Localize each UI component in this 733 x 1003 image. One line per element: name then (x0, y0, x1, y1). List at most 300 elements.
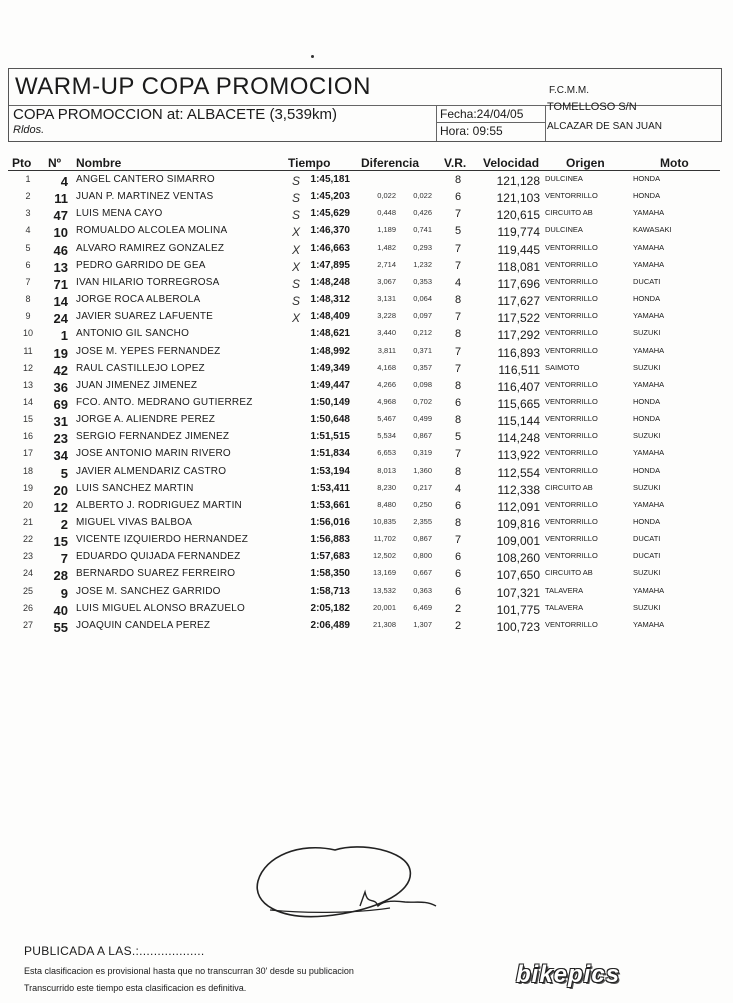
gap-leader: 2,714 (377, 259, 396, 269)
rider-name: ALVARO RAMIREZ GONZALEZ (76, 242, 225, 254)
gap-leader: 4,968 (377, 396, 396, 406)
bib-number: 24 (53, 311, 68, 327)
signature-image (240, 836, 440, 926)
rider-name: LUIS SANCHEZ MARTIN (76, 482, 194, 494)
gap-leader: 3,440 (377, 328, 396, 338)
bike-brand: DUCATI (633, 276, 661, 286)
table-row (0, 414, 733, 431)
bib-number: 71 (53, 276, 68, 292)
rider-name: RAUL CASTILLEJO LOPEZ (76, 362, 205, 374)
origin: CIRCUITO AB (545, 482, 593, 492)
bib-number: 47 (53, 208, 68, 224)
bike-brand: YAMAHA (633, 242, 665, 252)
col-header-origen: Origen (566, 156, 605, 170)
best-lap: 8 (454, 174, 462, 186)
handwritten-mark: X (292, 311, 301, 326)
origin: VENTORRILLO (545, 534, 598, 544)
origin: VENTORRILLO (545, 551, 598, 561)
gap-previous: 0,064 (413, 294, 432, 304)
speed: 109,001 (496, 534, 540, 549)
speed: 116,407 (497, 379, 540, 394)
bib-number: 4 (60, 174, 68, 189)
best-lap: 7 (454, 534, 462, 547)
rider-name: PEDRO GARRIDO DE GEA (76, 259, 206, 271)
speed: 113,922 (497, 448, 540, 463)
provisional-note: Esta clasificacion es provisional hasta que no transcurran 30' desde su publicacion (24, 966, 354, 976)
lap-time: 2:05,182 (310, 602, 350, 614)
bib-number: 2 (60, 517, 68, 532)
bike-brand: KAWASAKI (633, 225, 672, 235)
bike-brand: HONDA (633, 396, 661, 406)
gap-previous: 6,469 (413, 602, 432, 612)
bike-brand: SUZUKI (633, 482, 661, 492)
date-value: Fecha:24/04/05 (440, 107, 524, 121)
speed: 118,081 (497, 259, 540, 274)
origin: TALAVERA (545, 585, 584, 595)
handwritten-mark: S (292, 294, 301, 309)
speed: 112,554 (497, 465, 540, 480)
origin: VENTORRILLO (545, 431, 598, 441)
gap-previous: 0,357 (413, 362, 432, 372)
bike-brand: SUZUKI (633, 602, 661, 612)
gap-leader: 1,482 (377, 242, 396, 252)
rank: 13 (22, 379, 33, 390)
origin: VENTORRILLO (545, 396, 598, 406)
speed: 119,445 (497, 242, 540, 257)
rider-name: BERNARDO SUAREZ FERREIRO (76, 568, 236, 580)
bike-brand: YAMAHA (633, 619, 665, 629)
best-lap: 6 (454, 585, 462, 598)
best-lap: 4 (454, 276, 462, 289)
rank: 16 (22, 431, 33, 442)
table-row (0, 277, 733, 294)
gap-previous: 0,319 (413, 448, 432, 458)
rider-name: SERGIO FERNANDEZ JIMENEZ (76, 431, 230, 443)
gap-previous: 0,097 (413, 311, 432, 321)
best-lap: 8 (454, 294, 462, 307)
col-header-diferencia: Diferencia (361, 156, 420, 170)
lap-time: 1:45,629 (310, 208, 350, 220)
bike-brand: HONDA (633, 294, 661, 304)
table-row (0, 586, 733, 603)
bike-brand: HONDA (633, 517, 661, 526)
speed: 116,893 (497, 345, 540, 360)
date-box (436, 105, 546, 141)
rider-name: JAVIER ALMENDARIZ CASTRO (76, 465, 227, 477)
table-row (0, 448, 733, 465)
rank: 7 (25, 276, 31, 287)
rank: 21 (22, 517, 33, 527)
bib-number: 12 (53, 499, 68, 515)
best-lap: 7 (454, 345, 462, 358)
bib-number: 5 (60, 465, 68, 481)
rider-name: ANGEL CANTERO SIMARRO (76, 174, 215, 185)
best-lap: 4 (454, 482, 462, 495)
gap-leader: 0,022 (377, 191, 396, 201)
best-lap: 6 (454, 499, 462, 512)
gap-leader: 5,534 (377, 431, 396, 441)
speed: 119,774 (497, 225, 540, 240)
rider-name: ALBERTO J. RODRIGUEZ MARTIN (76, 499, 242, 511)
speed: 100,723 (496, 619, 540, 634)
riders-label: Rldos. (13, 124, 45, 136)
best-lap: 5 (454, 225, 462, 238)
lap-time: 1:50,648 (310, 414, 350, 426)
best-lap: 8 (454, 517, 462, 529)
gap-leader: 4,168 (377, 362, 396, 372)
table-row (0, 551, 733, 568)
lap-time: 1:47,895 (310, 259, 350, 271)
lap-time: 1:49,349 (310, 362, 350, 374)
gap-leader: 10,835 (373, 517, 396, 526)
gap-previous: 0,499 (413, 414, 432, 424)
origin: VENTORRILLO (545, 242, 598, 252)
lap-time: 1:57,683 (310, 551, 350, 563)
rank: 9 (25, 311, 31, 322)
bike-brand: HONDA (633, 174, 661, 183)
origin: VENTORRILLO (545, 619, 598, 629)
best-lap: 7 (454, 259, 462, 272)
rank: 25 (22, 585, 33, 596)
bib-number: 15 (53, 534, 68, 550)
rider-name: FCO. ANTO. MEDRANO GUTIERREZ (76, 396, 253, 408)
gap-leader: 3,067 (377, 276, 396, 286)
bib-number: 31 (53, 414, 68, 430)
handwritten-mark: S (292, 208, 301, 223)
origin: DULCINEA (545, 174, 583, 183)
handwritten-mark: S (292, 174, 301, 188)
rider-name: JOAQUIN CANDELA PEREZ (76, 619, 211, 631)
lap-time: 1:48,621 (310, 328, 350, 340)
bib-number: 42 (53, 362, 68, 378)
best-lap: 7 (454, 311, 462, 324)
table-row (0, 517, 733, 534)
best-lap: 8 (454, 414, 462, 427)
rank: 24 (22, 568, 33, 579)
bike-brand: YAMAHA (633, 499, 665, 509)
speed: 117,696 (497, 276, 540, 291)
rank: 6 (25, 259, 31, 270)
speed: 115,144 (497, 414, 540, 429)
origin: TALAVERA (545, 602, 584, 612)
rank: 22 (22, 534, 33, 545)
bib-number: 19 (53, 345, 68, 361)
bib-number: 40 (53, 602, 68, 618)
best-lap: 6 (454, 396, 462, 409)
lap-time: 1:45,203 (310, 191, 350, 203)
rider-name: LUIS MENA CAYO (76, 208, 163, 220)
event-subtitle: COPA PROMOCCION at: ALBACETE (3,539km) (13, 106, 337, 123)
bib-number: 34 (53, 448, 68, 464)
col-header-pto: Pto (12, 156, 32, 170)
bib-number: 36 (53, 379, 68, 395)
table-row (0, 208, 733, 225)
col-header-velocidad: Velocidad (483, 156, 540, 170)
gap-previous: 0,217 (413, 482, 432, 492)
table-row (0, 534, 733, 551)
rider-name: JOSE M. YEPES FERNANDEZ (76, 345, 221, 357)
bike-brand: SUZUKI (633, 431, 661, 441)
gap-previous: 0,098 (413, 379, 432, 389)
lap-time: 1:56,016 (310, 517, 350, 528)
bike-brand: YAMAHA (633, 379, 665, 389)
best-lap: 6 (454, 191, 462, 204)
bib-number: 10 (53, 225, 68, 241)
table-row (0, 431, 733, 448)
speed: 108,260 (496, 551, 540, 566)
table-row (0, 260, 733, 277)
lap-time: 1:50,149 (310, 396, 350, 408)
rider-name: ANTONIO GIL SANCHO (76, 328, 190, 340)
bib-number: 13 (53, 259, 68, 275)
time-value: Hora: 09:55 (440, 124, 503, 138)
handwritten-mark: X (292, 225, 301, 240)
bib-number: 1 (60, 328, 68, 344)
rank: 8 (25, 294, 31, 305)
gap-previous: 0,741 (413, 225, 432, 235)
gap-previous: 0,353 (413, 276, 432, 286)
table-row (0, 294, 733, 311)
gap-leader: 13,532 (373, 585, 396, 595)
gap-leader: 6,653 (377, 448, 396, 458)
best-lap: 8 (454, 465, 462, 478)
origin: VENTORRILLO (545, 414, 598, 424)
gap-previous: 0,867 (413, 431, 432, 441)
published-at: PUBLICADA A LAS.:.................. (24, 944, 205, 958)
table-row (0, 380, 733, 397)
lap-time: 1:46,663 (310, 242, 350, 254)
gap-leader: 3,131 (377, 294, 396, 304)
origin: VENTORRILLO (545, 294, 598, 304)
rider-name: IVAN HILARIO TORREGROSA (76, 276, 220, 288)
bib-number: 46 (53, 242, 68, 258)
rider-name: EDUARDO QUIJADA FERNANDEZ (76, 551, 241, 563)
best-lap: 8 (454, 379, 462, 392)
rider-name: ROMUALDO ALCOLEA MOLINA (76, 225, 228, 237)
location-line-1: TOMELLOSO S/N (547, 101, 637, 113)
rider-name: JORGE A. ALIENDRE PEREZ (76, 414, 216, 426)
best-lap: 8 (454, 328, 462, 341)
bib-number: 14 (53, 294, 68, 310)
bike-brand: DUCATI (633, 551, 661, 561)
origin: VENTORRILLO (545, 259, 598, 269)
rider-name: JUAN JIMENEZ JIMENEZ (76, 379, 198, 391)
table-row (0, 346, 733, 363)
table-row (0, 174, 733, 191)
lap-time: 1:48,409 (310, 311, 350, 323)
federation-label: F.C.M.M. (549, 85, 589, 96)
gap-leader: 8,480 (377, 499, 396, 509)
gap-leader: 0,448 (377, 208, 396, 218)
gap-previous: 1,232 (413, 259, 432, 269)
bike-brand: HONDA (633, 465, 661, 475)
lap-time: 1:48,248 (310, 276, 350, 288)
watermark-logo: bikepics (516, 961, 621, 988)
gap-previous: 1,307 (413, 619, 432, 629)
table-row (0, 568, 733, 585)
rank: 15 (22, 414, 33, 425)
rank: 18 (22, 465, 33, 476)
origin: CIRCUITO AB (545, 208, 593, 218)
best-lap: 7 (454, 242, 462, 255)
best-lap: 7 (454, 448, 462, 461)
rank: 11 (23, 345, 33, 356)
bib-number: 11 (54, 191, 68, 207)
lap-time: 1:58,713 (310, 585, 350, 597)
gap-previous: 2,355 (413, 517, 432, 526)
lap-time: 1:51,515 (310, 431, 350, 443)
gap-leader: 5,467 (377, 414, 396, 424)
header-rule (8, 170, 720, 171)
origin: VENTORRILLO (545, 379, 598, 389)
col-header-nombre: Nombre (76, 156, 122, 170)
speed: 117,522 (497, 311, 540, 326)
lap-time: 1:53,661 (310, 499, 350, 511)
gap-previous: 0,867 (413, 534, 432, 544)
bike-brand: YAMAHA (633, 208, 665, 218)
lap-time: 1:53,194 (310, 465, 350, 477)
rank: 2 (25, 191, 31, 202)
gap-leader: 3,228 (377, 311, 396, 321)
lap-time: 2:06,489 (310, 619, 350, 631)
bib-number: 7 (60, 551, 68, 567)
gap-leader: 11,702 (373, 534, 396, 544)
speed: 101,775 (496, 602, 540, 617)
lap-time: 1:46,370 (310, 225, 350, 237)
bike-brand: DUCATI (633, 534, 661, 544)
table-row (0, 603, 733, 620)
best-lap: 7 (454, 208, 462, 221)
origin: VENTORRILLO (545, 517, 598, 526)
origin: VENTORRILLO (545, 499, 598, 509)
gap-leader: 4,266 (377, 379, 396, 389)
rider-name: JOSE M. SANCHEZ GARRIDO (76, 585, 221, 597)
rider-name: MIGUEL VIVAS BALBOA (76, 517, 193, 528)
best-lap: 2 (454, 619, 462, 632)
best-lap: 5 (454, 431, 462, 444)
bike-brand: YAMAHA (633, 311, 665, 321)
rank: 4 (25, 225, 31, 236)
rank: 14 (22, 396, 33, 407)
bike-brand: SUZUKI (633, 362, 661, 372)
rider-name: LUIS MIGUEL ALONSO BRAZUELO (76, 602, 245, 614)
table-row (0, 500, 733, 517)
lap-time: 1:48,312 (310, 294, 350, 306)
speed: 107,650 (496, 568, 540, 583)
gap-leader: 1,189 (377, 225, 396, 235)
speed: 109,816 (496, 517, 540, 531)
page-title: WARM-UP COPA PROMOCION (15, 73, 371, 100)
table-row (0, 466, 733, 483)
rank: 3 (25, 208, 31, 219)
col-header-tiempo: Tiempo (288, 156, 331, 170)
gap-leader: 3,811 (377, 345, 396, 355)
handwritten-mark: S (292, 191, 301, 206)
gap-previous: 0,667 (413, 568, 432, 578)
bike-brand: YAMAHA (633, 448, 665, 458)
gap-previous: 0,426 (413, 208, 432, 218)
gap-leader: 8,013 (377, 465, 396, 475)
rank: 5 (25, 242, 31, 253)
table-row (0, 311, 733, 328)
best-lap: 6 (454, 551, 462, 564)
bib-number: 23 (53, 431, 68, 447)
origin: VENTORRILLO (545, 328, 598, 338)
speed: 120,615 (496, 208, 540, 223)
rider-name: VICENTE IZQUIERDO HERNANDEZ (76, 534, 249, 546)
origin: VENTORRILLO (545, 191, 598, 201)
speed: 121,103 (496, 191, 540, 206)
gap-leader: 20,001 (373, 602, 396, 612)
speed: 116,511 (498, 362, 540, 377)
gap-previous: 1,360 (413, 465, 432, 475)
table-row (0, 328, 733, 345)
ink-dot (311, 55, 314, 58)
table-row (0, 225, 733, 242)
rank: 10 (22, 328, 33, 339)
gap-previous: 0,022 (413, 191, 432, 201)
date-divider (437, 122, 545, 123)
rank: 12 (22, 362, 33, 373)
rank: 19 (22, 482, 33, 493)
gap-previous: 0,702 (413, 396, 432, 406)
lap-time: 1:49,447 (310, 379, 350, 391)
origin: DULCINEA (545, 225, 583, 235)
rank: 26 (22, 602, 33, 613)
lap-time: 1:45,181 (310, 174, 350, 185)
table-row (0, 243, 733, 260)
speed: 115,665 (497, 396, 540, 411)
rider-name: JAVIER SUAREZ LAFUENTE (76, 311, 214, 323)
rank: 23 (22, 551, 33, 562)
bike-brand: HONDA (633, 191, 661, 201)
bike-brand: HONDA (633, 414, 661, 424)
gap-leader: 21,308 (373, 619, 396, 629)
origin: CIRCUITO AB (545, 568, 593, 578)
gap-leader: 13,169 (373, 568, 396, 578)
lap-time: 1:53,411 (311, 482, 350, 494)
bib-number: 28 (53, 568, 68, 584)
speed: 112,338 (497, 482, 540, 497)
gap-previous: 0,293 (413, 242, 432, 252)
lap-time: 1:58,350 (310, 568, 350, 580)
origin: VENTORRILLO (545, 465, 598, 475)
rank: 17 (22, 448, 33, 459)
handwritten-mark: X (292, 259, 301, 274)
origin: VENTORRILLO (545, 345, 598, 355)
bib-number: 20 (53, 482, 68, 498)
best-lap: 7 (454, 362, 462, 375)
gap-previous: 0,800 (413, 551, 432, 561)
table-row (0, 397, 733, 414)
bike-brand: YAMAHA (633, 585, 665, 595)
lap-time: 1:56,883 (310, 534, 350, 546)
speed: 107,321 (496, 585, 540, 600)
table-row (0, 620, 733, 637)
gap-previous: 0,363 (413, 585, 432, 595)
gap-leader: 8,230 (377, 482, 396, 492)
gap-previous: 0,250 (413, 499, 432, 509)
best-lap: 2 (454, 602, 462, 615)
gap-previous: 0,371 (413, 345, 432, 355)
table-row (0, 483, 733, 500)
handwritten-mark: X (292, 242, 301, 257)
table-row (0, 363, 733, 380)
table-row (0, 191, 733, 208)
col-header-num: Nº (48, 156, 62, 170)
speed: 114,248 (497, 431, 540, 446)
bib-number: 69 (53, 396, 68, 412)
